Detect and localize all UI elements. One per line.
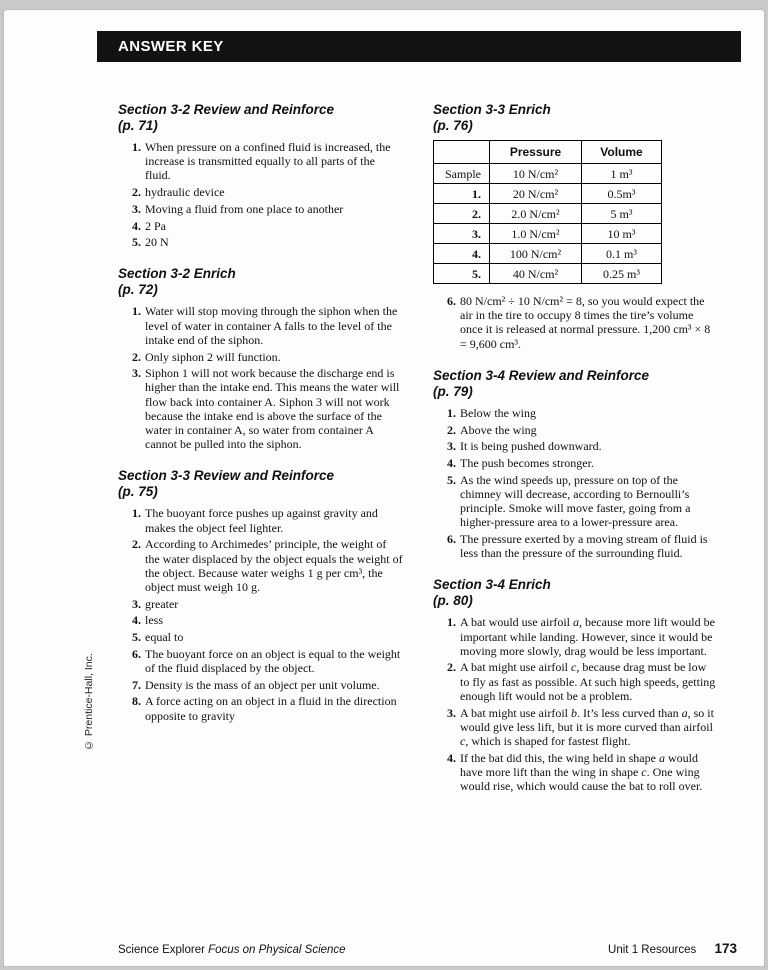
answer-list bbox=[433, 615, 718, 793]
answer-text: The buoyant force on an object is equal to the weight of the fluid displaced by the object. bbox=[145, 646, 401, 675]
answer-number: 3. bbox=[132, 366, 141, 381]
page-title: ANSWER KEY bbox=[118, 38, 224, 55]
answer-text: 20 N bbox=[145, 235, 169, 250]
answer-text: According to Archimedes’ principle, the weight of the water displaced by the object equals the weight of the object. Because water weighs 1 g per cm³, the object must weigh 10 g. bbox=[145, 537, 403, 594]
answer-section bbox=[118, 102, 403, 249]
table-header-row bbox=[434, 141, 662, 164]
table-row bbox=[434, 244, 662, 264]
table-cell: 2.0 N/cm² bbox=[490, 204, 582, 224]
answer-number: 3. bbox=[132, 201, 141, 216]
answer-item bbox=[433, 439, 718, 453]
section-title: Section 3-3 Review and Reinforce bbox=[118, 468, 335, 484]
answer-number: 4. bbox=[447, 750, 456, 765]
answer-text: The pressure exerted by a moving stream of fluid is less than the pressure of the surrounding fluid. bbox=[460, 531, 708, 561]
answer-item bbox=[118, 366, 403, 451]
answer-number: 2. bbox=[132, 537, 141, 552]
table-row bbox=[434, 264, 662, 284]
table-cell: 100 N/cm² bbox=[490, 244, 582, 264]
answer-item bbox=[118, 350, 403, 364]
answer-section bbox=[433, 577, 718, 793]
table-header-cell: Volume bbox=[582, 141, 662, 164]
answer-text: Density is the mass of an object per unit volume. bbox=[145, 677, 380, 692]
answer-text: less bbox=[145, 613, 163, 628]
answer-number: 2. bbox=[447, 660, 456, 675]
section-page: (p. 79) bbox=[433, 383, 473, 399]
answer-item bbox=[433, 660, 718, 703]
table-cell: 4. bbox=[434, 244, 490, 264]
answer-item bbox=[118, 694, 403, 722]
answer-item bbox=[118, 235, 403, 249]
answer-text: 2 Pa bbox=[145, 218, 166, 233]
column-left bbox=[118, 102, 403, 810]
table-row bbox=[434, 204, 662, 224]
answer-item bbox=[118, 202, 403, 216]
footer bbox=[118, 941, 737, 956]
answer-number: 7. bbox=[132, 677, 141, 692]
table-row bbox=[434, 184, 662, 204]
section-page: (p. 75) bbox=[118, 484, 158, 500]
table-cell: 1. bbox=[434, 184, 490, 204]
table-row bbox=[434, 224, 662, 244]
answer-text: The buoyant force pushes up against gravity and makes the object feel lighter. bbox=[145, 506, 378, 535]
answer-number: 1. bbox=[132, 304, 141, 319]
answer-text: When pressure on a confined fluid is increased, the increase is transmitted equally to all parts of the fluid. bbox=[145, 140, 391, 183]
answer-item bbox=[433, 532, 718, 560]
answer-item bbox=[433, 473, 718, 530]
answer-text: Above the wing bbox=[460, 422, 537, 437]
answer-section bbox=[118, 266, 403, 451]
table-header-cell bbox=[434, 141, 490, 164]
answer-text: Water will stop moving through the siphon when the level of water in container A falls to the level of the intake end of the siphon. bbox=[145, 304, 398, 347]
answer-number: 1. bbox=[447, 615, 456, 630]
header-bar bbox=[97, 31, 741, 62]
answer-item bbox=[118, 537, 403, 594]
section-page: (p. 76) bbox=[433, 118, 473, 133]
answer-number: 3. bbox=[447, 439, 456, 454]
answer-item bbox=[433, 294, 718, 351]
table-cell: 10 m³ bbox=[582, 224, 662, 244]
answer-number: 4. bbox=[132, 218, 141, 233]
table-cell: 3. bbox=[434, 224, 490, 244]
table-cell: 0.25 m³ bbox=[582, 264, 662, 284]
answer-list bbox=[433, 406, 718, 561]
section-page: (p. 80) bbox=[433, 593, 473, 609]
answer-item bbox=[118, 630, 403, 644]
answer-number: 4. bbox=[447, 455, 456, 470]
answer-item bbox=[433, 456, 718, 470]
answer-text: 80 N/cm² ÷ 10 N/cm² = 8, so you would expect the air in the tire to occupy 8 times the tire’s volume once it is released at normal pressure. 1,200 cm³ × 8 = 9,600 cm³. bbox=[460, 294, 711, 351]
answer-item bbox=[118, 304, 403, 347]
answer-number: 6. bbox=[447, 294, 456, 308]
answer-section bbox=[118, 468, 403, 722]
footer-series-title: Science Explorer bbox=[118, 944, 205, 956]
answer-item bbox=[118, 647, 403, 675]
answer-item bbox=[433, 706, 718, 749]
answer-section bbox=[433, 368, 718, 561]
footer-book bbox=[118, 944, 346, 956]
answer-number: 8. bbox=[132, 694, 141, 709]
answer-text: The push becomes stronger. bbox=[460, 455, 594, 470]
answer-number: 5. bbox=[132, 235, 141, 250]
content-columns bbox=[118, 102, 718, 810]
answer-text: Siphon 1 will not work because the discharge end is higher than the intake end. This means the water will flow back into container A. Siphon 3 will not work because the intake end is above the surface of the water in container A, so water from container A cannot be pulled into the siphon. bbox=[145, 366, 400, 452]
table-cell: 2. bbox=[434, 204, 490, 224]
answer-text: A bat might use airfoil b. It’s less curved than a, so it would give less lift, but it is more curved than airfoil c, which is shaped for fastest flight. bbox=[460, 705, 714, 748]
table-cell: 5 m³ bbox=[582, 204, 662, 224]
footer-book-title: Focus on Physical Science bbox=[208, 944, 346, 956]
section-title: Section 3-4 Enrich bbox=[433, 577, 551, 593]
answer-number: 3. bbox=[447, 705, 456, 720]
section-title: Section 3-2 Enrich bbox=[118, 266, 236, 282]
data-table bbox=[433, 140, 662, 284]
document-page bbox=[3, 9, 765, 967]
answer-item bbox=[433, 615, 718, 658]
answer-number: 2. bbox=[132, 185, 141, 200]
answer-item bbox=[118, 185, 403, 199]
table-cell: Sample bbox=[434, 164, 490, 184]
answer-item bbox=[118, 678, 403, 692]
answer-text: Below the wing bbox=[460, 405, 536, 420]
section-title: Section 3-4 Review and Reinforce bbox=[433, 367, 650, 383]
answer-text: hydraulic device bbox=[145, 185, 225, 200]
answer-number: 1. bbox=[132, 506, 141, 521]
answer-text: If the bat did this, the wing held in shape a would have more lift than the wing in shape c. One wing would rise, which would cause the bat to roll over. bbox=[460, 750, 703, 794]
table-cell: 10 N/cm² bbox=[490, 164, 582, 184]
answer-item bbox=[433, 423, 718, 437]
answer-item bbox=[433, 406, 718, 420]
table-cell: 1 m³ bbox=[582, 164, 662, 184]
answer-item bbox=[118, 140, 403, 183]
answer-number: 6. bbox=[447, 531, 456, 546]
answer-item bbox=[433, 751, 718, 794]
table-cell: 20 N/cm² bbox=[490, 184, 582, 204]
answer-item bbox=[118, 613, 403, 627]
answer-text: As the wind speeds up, pressure on top of the chimney will decrease, according to Bernoulli’s principle. Smoke will move faster, going from a higher-pressure area to a lower-pressure area. bbox=[460, 472, 691, 530]
answer-number: 1. bbox=[447, 405, 456, 420]
footer-unit-label: Unit 1 Resources bbox=[608, 944, 697, 956]
answer-number: 3. bbox=[132, 596, 141, 611]
table-header-cell: Pressure bbox=[490, 141, 582, 164]
answer-text: Moving a fluid from one place to another bbox=[145, 201, 344, 216]
answer-number: 2. bbox=[132, 349, 141, 364]
answer-text: A bat would use airfoil a, because more lift would be important while landing. However, since it would be moving more slowly, drag would be less important. bbox=[460, 615, 715, 658]
answer-list bbox=[118, 140, 403, 249]
answer-text: A bat might use airfoil c, because drag must be low to fly as fast as possible. At such high speeds, getting enough lift would not be a problem. bbox=[460, 660, 716, 703]
footer-page-number: 173 bbox=[714, 941, 737, 956]
answer-item bbox=[118, 506, 403, 534]
answer-text: It is being pushed downward. bbox=[460, 439, 602, 454]
answer-number: 2. bbox=[447, 422, 456, 437]
footer-resources bbox=[608, 941, 737, 956]
answer-number: 5. bbox=[132, 630, 141, 645]
table-cell: 0.5m³ bbox=[582, 184, 662, 204]
section-page: (p. 71) bbox=[118, 118, 158, 133]
answer-item bbox=[118, 219, 403, 233]
table-cell: 5. bbox=[434, 264, 490, 284]
answer-text: Only siphon 2 will function. bbox=[145, 349, 281, 364]
answer-number: 4. bbox=[132, 613, 141, 628]
copyright-sidebar: © Prentice-Hall, Inc. bbox=[83, 653, 95, 751]
answer-item bbox=[118, 597, 403, 611]
table-row bbox=[434, 164, 662, 184]
answer-number: 6. bbox=[132, 646, 141, 661]
answer-number: 1. bbox=[132, 140, 141, 154]
answer-number: 5. bbox=[447, 472, 456, 487]
section-title: Section 3-2 Review and Reinforce bbox=[118, 102, 335, 117]
answer-list bbox=[118, 506, 403, 722]
section-page: (p. 72) bbox=[118, 282, 158, 298]
answer-text: A force acting on an object in a fluid in the direction opposite to gravity bbox=[145, 694, 397, 723]
answer-section bbox=[433, 102, 718, 351]
table-cell: 0.1 m³ bbox=[582, 244, 662, 264]
answer-list bbox=[433, 294, 718, 351]
answer-text: greater bbox=[145, 596, 179, 611]
answer-text: equal to bbox=[145, 630, 184, 645]
column-right bbox=[433, 102, 718, 810]
section-title: Section 3-3 Enrich bbox=[433, 102, 551, 117]
answer-list bbox=[118, 304, 403, 451]
table-cell: 40 N/cm² bbox=[490, 264, 582, 284]
table-cell: 1.0 N/cm² bbox=[490, 224, 582, 244]
